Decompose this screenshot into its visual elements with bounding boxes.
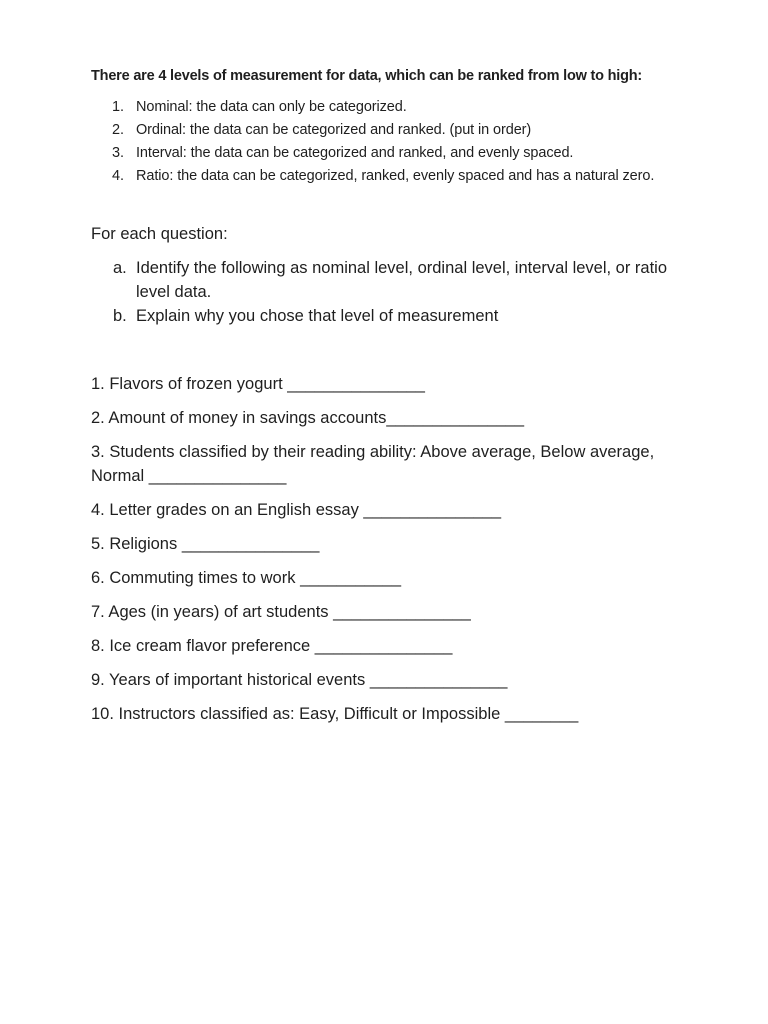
question-text: 6. Commuting times to work: [91, 569, 301, 587]
list-number: 1.: [112, 99, 124, 115]
question-item: [91, 600, 681, 624]
answer-blank[interactable]: _______________: [148, 467, 287, 485]
question-item: [91, 406, 681, 430]
list-number: 2.: [112, 122, 124, 138]
question-item: [91, 440, 681, 488]
steps-list: [91, 256, 691, 328]
question-item: [91, 566, 681, 590]
question-text: 4. Letter grades on an English essay: [91, 501, 364, 519]
answer-blank[interactable]: _______________: [287, 375, 425, 393]
answer-blank[interactable]: ___________: [300, 569, 402, 587]
answer-blank[interactable]: ________: [504, 705, 579, 723]
instructions-lead: For each question:: [91, 225, 228, 243]
question-item: [91, 668, 681, 692]
answer-blank[interactable]: _______________: [386, 409, 524, 427]
list-item: [91, 119, 654, 142]
question-item: [91, 372, 681, 396]
step-letter: b.: [113, 307, 127, 325]
question-text: 1. Flavors of frozen yogurt: [91, 375, 288, 393]
question-text: 5. Religions: [91, 535, 182, 553]
question-text: 3. Students classified by their reading ability: Above average, Below average, Normal: [91, 443, 655, 485]
question-item: [91, 498, 681, 522]
intro-heading: There are 4 levels of measurement for data, which can be ranked from low to high:: [91, 68, 643, 84]
question-text: 8. Ice cream flavor preference: [91, 637, 315, 655]
list-item: [91, 256, 691, 304]
step-text: Identify the following as nominal level, ordinal level, interval level, or ratio level data.: [136, 259, 668, 301]
list-number: 4.: [112, 168, 124, 184]
list-item: [91, 96, 654, 119]
list-item: [91, 304, 691, 328]
level-text: Ordinal: the data can be categorized and ranked. (put in order): [136, 122, 532, 138]
list-number: 3.: [112, 145, 124, 161]
answer-blank[interactable]: _______________: [181, 535, 320, 553]
question-text: 2. Amount of money in savings accounts: [91, 409, 387, 427]
level-text: Ratio: the data can be categorized, ranked, evenly spaced and has a natural zero.: [136, 168, 655, 184]
question-item: [91, 634, 681, 658]
answer-blank[interactable]: _______________: [314, 637, 453, 655]
answer-blank[interactable]: _______________: [369, 671, 508, 689]
question-item: [91, 702, 681, 726]
levels-list: [91, 96, 654, 188]
questions-list: [91, 372, 681, 736]
level-text: Interval: the data can be categorized and ranked, and evenly spaced.: [136, 145, 574, 161]
question-item: [91, 532, 681, 556]
answer-blank[interactable]: _______________: [363, 501, 502, 519]
level-text: Nominal: the data can only be categorized.: [136, 99, 407, 115]
step-text: Explain why you chose that level of measurement: [136, 307, 499, 325]
step-letter: a.: [113, 259, 127, 277]
question-text: 10. Instructors classified as: Easy, Difficult or Impossible: [91, 705, 505, 723]
list-item: [91, 142, 654, 165]
question-text: 7. Ages (in years) of art students: [91, 603, 334, 621]
list-item: [91, 165, 654, 188]
question-text: 9. Years of important historical events: [91, 671, 370, 689]
answer-blank[interactable]: _______________: [333, 603, 471, 621]
